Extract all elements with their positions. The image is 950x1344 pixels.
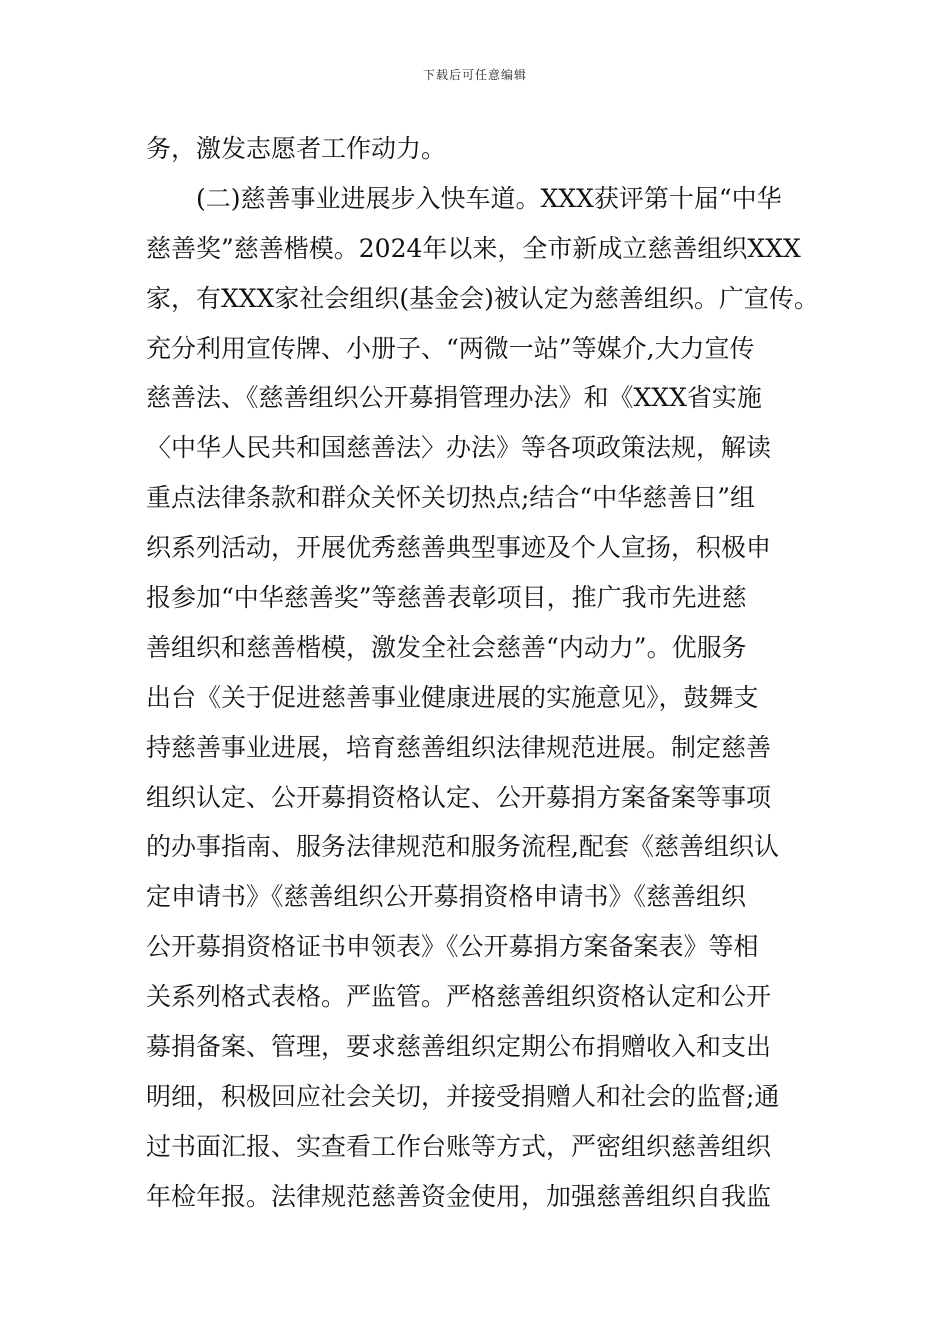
text-line: (二)慈善事业进展步入快车道。XXX获评第十届“中华 <box>146 183 782 213</box>
text-line: 定申请书》《慈善组织公开募捐资格申请书》《慈善组织 <box>146 882 747 912</box>
text-line: 慈善奖”慈善楷模。2024年以来，全市新成立慈善组织XXX <box>146 233 801 263</box>
text-line: 组织认定、公开募捐资格认定、公开募捐方案备案等事项 <box>146 782 772 812</box>
text-line: 务，激发志愿者工作动力。 <box>146 134 447 163</box>
text-line: 〈中华人民共和国慈善法〉办法》等各项政策法规，解读 <box>146 433 772 463</box>
text-line: 重点法律条款和群众关怀关切热点;结合“中华慈善日”组 <box>146 483 755 513</box>
text-line: 公开募捐资格证书申领表》《公开募捐方案备案表》等相 <box>146 932 759 962</box>
text-line: 过书面汇报、实查看工作台账等方式，严密组织慈善组织 <box>146 1131 772 1161</box>
text-line: 慈善法、《慈善组织公开募捐管理办法》和《XXX省实施 <box>146 383 762 413</box>
text-line: 充分利用宣传牌、小册子、“两微一站”等媒介,大力宣传 <box>146 333 755 363</box>
text-line: 关系列格式表格。严监管。严格慈善组织资格认定和公开 <box>146 982 772 1012</box>
text-line: 持慈善事业进展，培育慈善组织法律规范进展。制定慈善 <box>146 732 772 762</box>
text-line: 织系列活动，开展优秀慈善典型事迹及个人宣扬，积极申 <box>146 533 772 563</box>
text-line: 善组织和慈善楷模，激发全社会慈善“内动力”。优服务 <box>146 632 747 662</box>
document-body <box>146 124 819 1222</box>
text-line: 报参加“中华慈善奖”等慈善表彰项目，推广我市先进慈 <box>146 583 747 613</box>
text-line: 家，有XXX家社会组织(基金会)被认定为慈善组织。广宣传。 <box>146 283 819 313</box>
text-line: 募捐备案、管理，要求慈善组织定期公布捐赠收入和支出 <box>146 1032 772 1062</box>
text-line: 出台《关于促进慈善事业健康进展的实施意见》，鼓舞支 <box>146 682 759 712</box>
text-line: 的办事指南、服务法律规范和服务流程,配套《慈善组织认 <box>146 832 779 862</box>
text-line: 年检年报。法律规范慈善资金使用，加强慈善组织自我监 <box>146 1181 772 1211</box>
page-header: 下载后可任意编辑 <box>422 68 527 82</box>
text-line: 明细，积极回应社会关切，并接受捐赠人和社会的监督;通 <box>146 1081 780 1111</box>
